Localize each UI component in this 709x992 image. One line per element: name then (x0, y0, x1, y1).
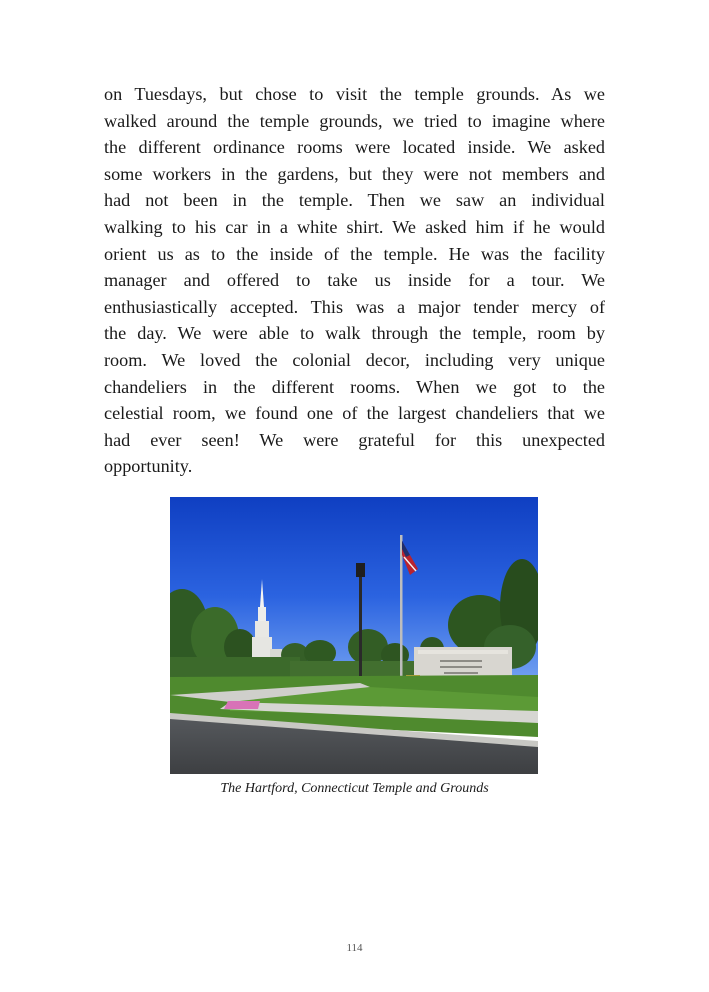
temple-photo (170, 497, 538, 774)
page-number: 114 (346, 942, 363, 954)
text-line: walking to his car in a white shirt. We asked him if he would (104, 216, 605, 237)
text-line: on Tuesdays, but chose to visit the temple grounds. As we (104, 84, 605, 104)
text-line: the different ordinance rooms were located inside. We asked (104, 137, 605, 158)
text-line: orient us as to the inside of the temple. He was the facility (104, 243, 605, 264)
text-line: manager and offered to take us inside for a tour. We (104, 270, 605, 291)
text-line: room. We loved the colonial decor, including very unique (104, 349, 605, 370)
text-line: had not been in the temple. Then we saw an individual (104, 190, 605, 211)
text-line: celestial room, we found one of the largest chandeliers that we (104, 403, 605, 424)
text-line: the day. We were able to walk through the temple, room by (104, 323, 605, 344)
text-line: opportunity. (104, 456, 193, 477)
body-paragraph (104, 81, 605, 480)
figure-caption: The Hartford, Connecticut Temple and Grounds (220, 781, 489, 796)
text-line: enthusiastically accepted. This was a major tender mercy of (104, 296, 605, 317)
text-line: chandeliers in the different rooms. When we got to the (104, 376, 605, 397)
text-line: some workers in the gardens, but they were not members and (104, 163, 605, 184)
text-line: had ever seen! We were grateful for this unexpected (104, 429, 605, 450)
text-line: walked around the temple grounds, we tried to imagine where (104, 110, 605, 131)
